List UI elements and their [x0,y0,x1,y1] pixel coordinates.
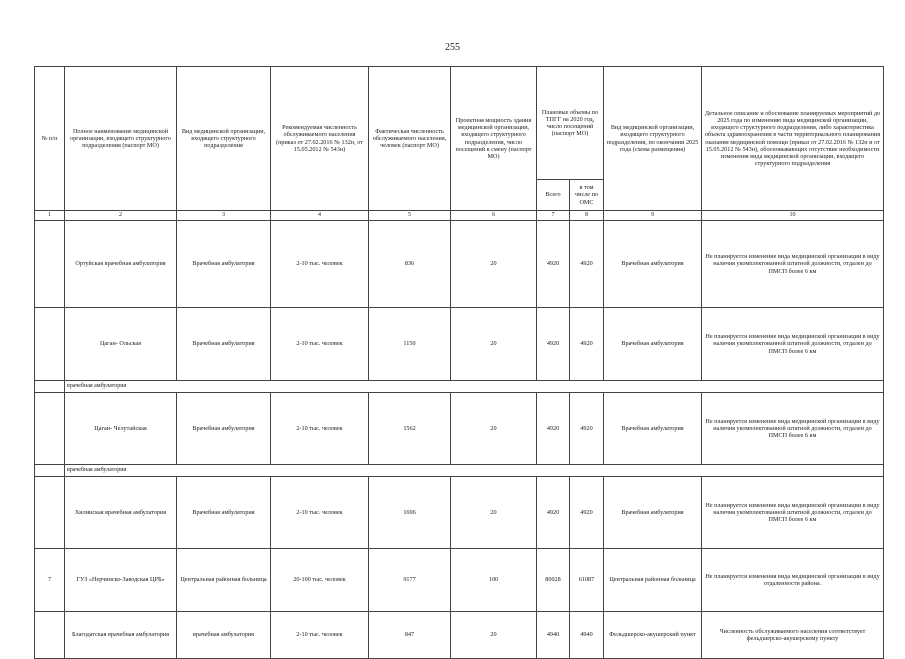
row-number [35,308,65,381]
org-type-2025: Врачебная амбулатория [604,308,702,381]
column-number: 9 [604,211,702,221]
row-number [35,477,65,549]
design-capacity: 20 [451,393,537,465]
description: Не планируется изменение вида медицинской организации в виду наличия укомплектованной штатной должности, отдален до ПМСП более 6 км [702,308,884,381]
header-org-type: Вид медицинской организации, входящего структурного подразделения [177,67,271,211]
header-design-capacity: Проектная мощность здания медицинской организации, входящего структурного подразделения, число посещений в смену (паспорт МО) [451,67,537,211]
header-planned-volumes: Плановые объемы по ТПГГ на 2020 год, число посещений (паспорт МО) [537,67,604,180]
planned-total: 4920 [537,393,570,465]
column-number: 6 [451,211,537,221]
design-capacity: 100 [451,549,537,612]
recommended-population: 2-10 тыс. человек [271,612,369,659]
org-name: Хилинская врачебная амбулатория [65,477,177,549]
org-type: врачебная амбулатория [177,612,271,659]
table-row [35,549,884,612]
planned-oms: 4940 [570,612,604,659]
org-name: Цаган- Челутайская [65,393,177,465]
column-number: 3 [177,211,271,221]
planned-oms: 4920 [570,477,604,549]
table-subrow [35,381,884,393]
column-number: 10 [702,211,884,221]
design-capacity: 20 [451,221,537,308]
design-capacity: 20 [451,477,537,549]
header-recommended-population: Рекомендуемая численность обслуживаемого населения (приказ от 27.02.2016 № 132н, от 15.05.2012 № 543н) [271,67,369,211]
planned-total: 80028 [537,549,570,612]
org-type: Врачебная амбулатория [177,221,271,308]
column-number: 4 [271,211,369,221]
row-number [35,393,65,465]
column-number: 8 [570,211,604,221]
sub-row-label: врачебная амбулатория [65,465,884,477]
actual-population: 9177 [369,549,451,612]
recommended-population: 2-10 тыс. человек [271,477,369,549]
org-type: Врачебная амбулатория [177,308,271,381]
planned-total: 4920 [537,477,570,549]
table-row [35,477,884,549]
recommended-population: 2-10 тыс. человек [271,221,369,308]
recommended-population: 2-10 тыс. человек [271,308,369,381]
description: Не планируется изменение вида медицинской организации в виду наличия укомплектованной штатной должности, отдален до ПМСП более 6 км [702,477,884,549]
actual-population: 836 [369,221,451,308]
header-total: Всего [537,180,570,211]
row-number: 7 [35,549,65,612]
column-numbers-row [35,211,884,221]
planned-oms: 4920 [570,393,604,465]
recommended-population: 2-10 тыс. человек [271,393,369,465]
description: Не планируется изменения вида медицинской организации в виду отдаленности района. [702,549,884,612]
planned-total: 4940 [537,612,570,659]
org-type: Центральная районная больница [177,549,271,612]
column-number: 1 [35,211,65,221]
planned-oms: 4920 [570,221,604,308]
design-capacity: 20 [451,308,537,381]
org-type-2025: Врачебная амбулатория [604,477,702,549]
org-name: Цаган- Ольская [65,308,177,381]
org-type-2025: Фельдшерско-акушерский пункт [604,612,702,659]
table-row [35,308,884,381]
org-name: Ортуйская врачебная амбулатория [65,221,177,308]
column-number: 2 [65,211,177,221]
header-org-type-2025: Вид медицинской организации, входящего структурного подразделения, по окончании 2025 года (схема размещения) [604,67,702,211]
sub-row-label: врачебная амбулатория [65,381,884,393]
actual-population: 1562 [369,393,451,465]
row-number [35,221,65,308]
medical-organizations-table [34,66,884,659]
table-row [35,612,884,659]
actual-population: 847 [369,612,451,659]
table-row [35,393,884,465]
org-type-2025: Врачебная амбулатория [604,221,702,308]
planned-oms: 61087 [570,549,604,612]
org-type: Врачебная амбулатория [177,393,271,465]
org-type-2025: Врачебная амбулатория [604,393,702,465]
org-type: Врачебная амбулатория [177,477,271,549]
header-number: № п/п [35,67,65,211]
planned-total: 4920 [537,221,570,308]
header-full-name: Полное наименование медицинской организации, входящего структурного подразделения (паспорт МО) [65,67,177,211]
description: Численность обслуживаемого населения соответствует фельдшерско-акушерскому пункту [702,612,884,659]
org-type-2025: Центральная районная больница [604,549,702,612]
org-name: ГУЗ «Нерчинско-Заводская ЦРБ» [65,549,177,612]
row-number [35,612,65,659]
design-capacity: 20 [451,612,537,659]
header-oms: в том числе по ОМС [570,180,604,211]
actual-population: 1150 [369,308,451,381]
page-number: 255 [445,42,460,53]
recommended-population: 20-100 тыс. человек [271,549,369,612]
table-subrow [35,465,884,477]
org-name: Благодатская врачебная амбулатория [65,612,177,659]
description: Не планируется изменение вида медицинской организации в виду наличия укомплектованной штатной должности, отдален до ПМСП более 6 км [702,393,884,465]
planned-total: 4920 [537,308,570,381]
planned-oms: 4920 [570,308,604,381]
column-number: 5 [369,211,451,221]
table-row [35,221,884,308]
header-description: Детальное описание и обоснование планируемых мероприятий до 2025 года по изменению вида медицинской организации, входящего структурного подразделения, либо характеристика объекта здравоохранения в части территориального планирования оказания медицинской помощи (приказ от 27.02.2016 № 132н и от 15.05.2012 № 543н), обосновывающих отсутствие необходимости изменения вида медицинской организации, входящего структурного подразделения [702,67,884,211]
header-actual-population: Фактическая численность обслуживаемого населения, человек (паспорт МО) [369,67,451,211]
column-number: 7 [537,211,570,221]
description: Не планируется изменение вида медицинской организации в виду наличия укомплектованной штатной должности, отдален до ПМСП более 6 км [702,221,884,308]
actual-population: 1696 [369,477,451,549]
